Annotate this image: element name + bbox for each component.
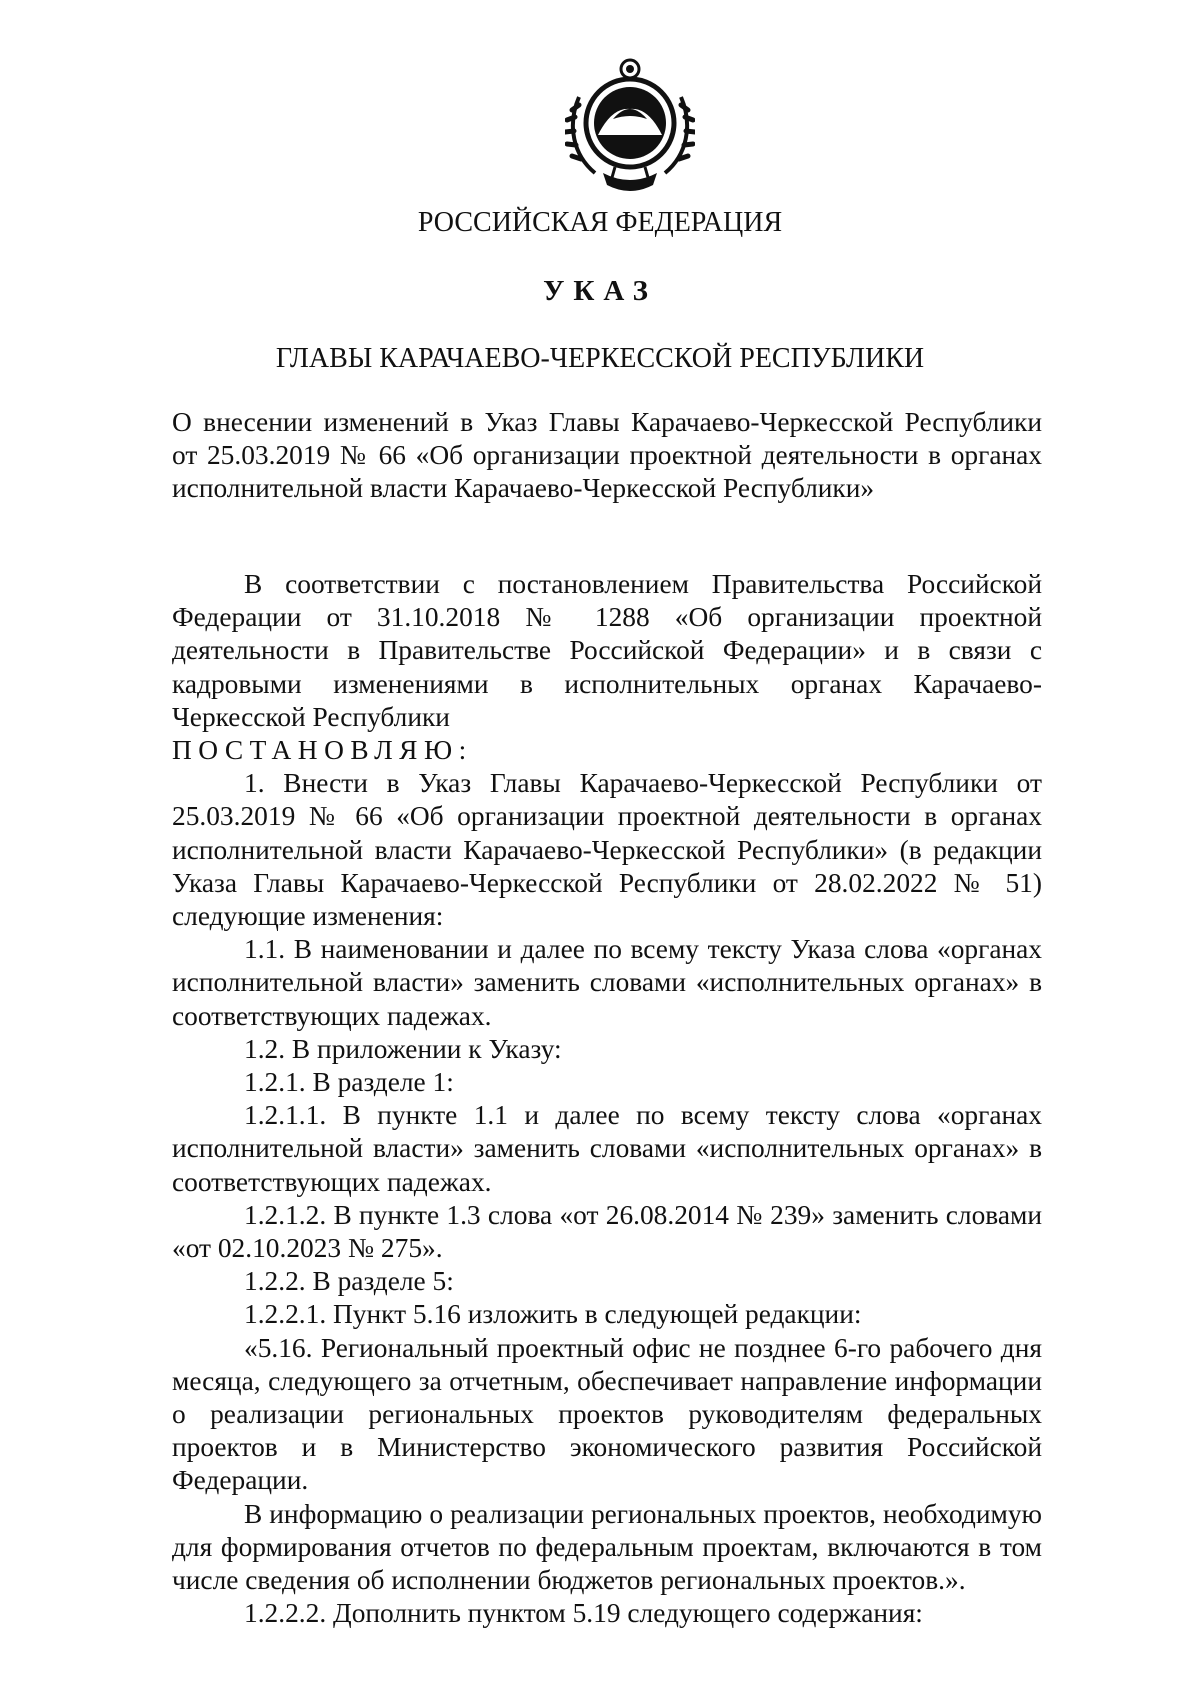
paragraph-1-2: 1.2. В приложении к Указу: [244,1033,562,1064]
paragraph-1-1: 1.1. В наименовании и далее по всему тексту Указа слова «органах исполнительной власти» заменить словами «исполнительных органах» в соответствующих падежах. [172,934,1042,1031]
paragraph-1-2-1-1: 1.2.1.1. В пункте 1.1 и далее по всему тексту слова «органах исполнительной власти» заменить словами «исполнительных органах» в соответствующих падежах. [172,1100,1042,1197]
country-heading: РОССИЙСКАЯ ФЕДЕРАЦИЯ [417,207,783,238]
decree-verb: ПОСТАНОВЛЯЮ: [172,735,473,766]
document-body [172,568,1042,1631]
paragraph-1-2-2: 1.2.2. В разделе 5: [244,1266,454,1297]
coat-of-arms-emblem-icon [565,55,695,195]
paragraph-1-2-1: 1.2.1. В разделе 1: [244,1067,454,1098]
paragraph-1-2-2-2: 1.2.2.2. Дополнить пунктом 5.19 следующего содержания: [244,1598,923,1629]
paragraph-1: 1. Внести в Указ Главы Карачаево-Черкесской Республики от 25.03.2019 № 66 «Об организации проектной деятельности в органах исполнительной власти Карачаево-Черкесской Республики» (в редакции Указа Главы Карачаево-Черкесской Республики от 28.02.2022 № 51) следующие изменения: [172,768,1042,932]
document-title-block [172,406,1042,506]
authority-heading: ГЛАВЫ КАРАЧАЕВО-ЧЕРКЕССКОЙ РЕСПУБЛИКИ [275,343,925,374]
paragraph-1-2-1-2: 1.2.1.2. В пункте 1.3 слова «от 26.08.2014 № 239» заменить словами «от 02.10.2023 № 275». [172,1199,1042,1264]
preamble-paragraph: В соответствии с постановлением Правительства Российской Федерации от 31.10.2018 № 1288 «Об организации проектной деятельности в Правительстве Российской Федерации» и в связи с кадровыми изменениями в исполнительных органах Карачаево-Черкесской Республики [172,569,1042,732]
document-type-heading: УКАЗ [543,275,657,307]
paragraph-1-2-2-1: 1.2.2.1. Пункт 5.16 изложить в следующей редакции: [244,1299,862,1330]
quoted-paragraph-5-16: «5.16. Региональный проектный офис не позднее 6-го рабочего дня месяца, следующего за отчетным, обеспечивает направление информации о реализации региональных проектов руководителям федеральных проектов и в Министерство экономического развития Российской Федерации. [172,1332,1042,1496]
document-title: О внесении изменений в Указ Главы Карачаево-Черкесской Республики от 25.03.2019 № 66 «Об организации проектной деятельности в органах исполнительной власти Карачаево-Черкесской Республики» [172,407,1042,504]
quoted-paragraph-5-16-continued: В информацию о реализации региональных проектов, необходимую для формирования отчетов по федеральным проектам, включаются в том числе сведения об исполнении бюджетов региональных проектов.». [172,1498,1042,1596]
